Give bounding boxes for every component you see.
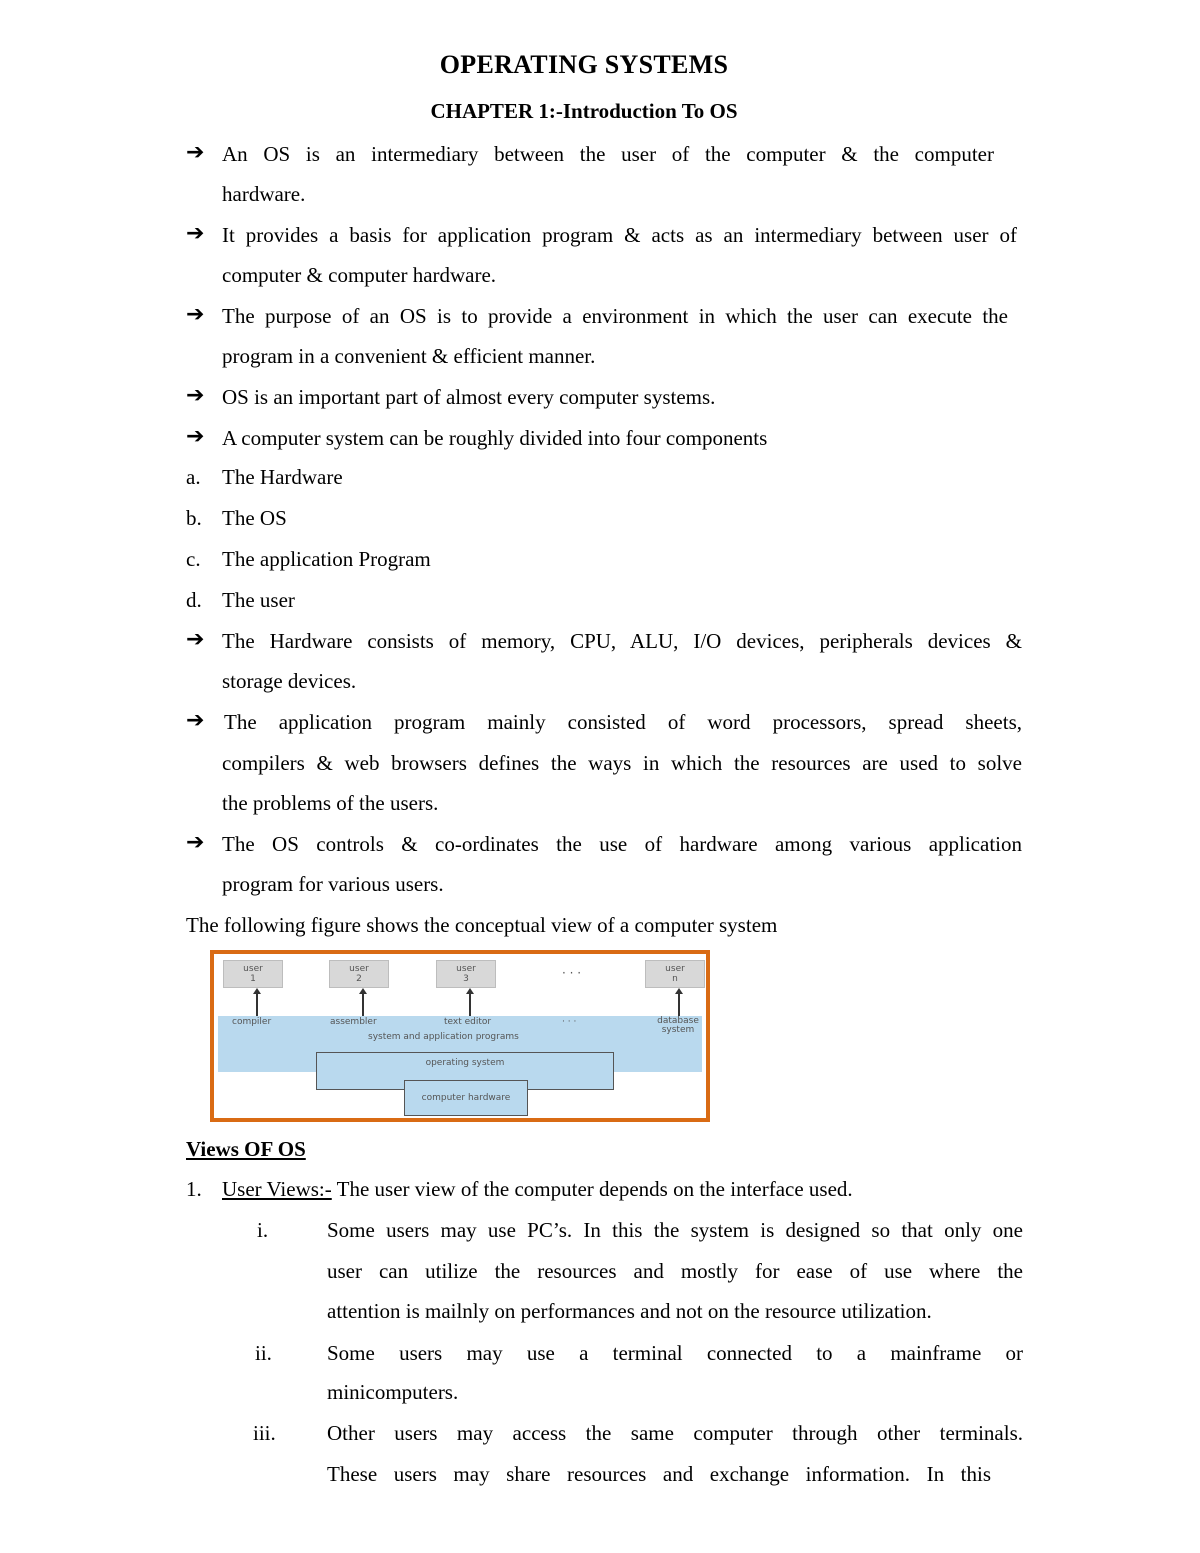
user-number: 1 <box>250 974 256 984</box>
connector-line <box>469 994 471 1016</box>
app-label-database-system: database system <box>657 1016 699 1035</box>
component-marker: b. <box>186 506 202 530</box>
component-item: The application Program <box>222 547 431 571</box>
app-label-assembler: assembler <box>330 1017 377 1027</box>
user-label: user <box>456 964 476 974</box>
figure-caption: The following figure shows the conceptual view of a computer system <box>186 913 778 937</box>
user-box <box>645 960 705 988</box>
user-box <box>436 960 496 988</box>
views-heading: Views OF OS <box>186 1137 306 1161</box>
arrow-bullet-icon: ➔ <box>186 302 205 327</box>
app-label-compiler: compiler <box>232 1017 272 1027</box>
computer-hardware-box <box>404 1080 528 1116</box>
arrow-bullet-icon: ➔ <box>186 830 205 855</box>
user-views-label: User Views:- <box>222 1177 332 1201</box>
subitem-2-line-1: Some users may use a terminal connected to a mainframe or <box>327 1341 1023 1365</box>
subitem-1-line-1: Some users may use PC’s. In this the system is designed so that only one <box>327 1218 1023 1242</box>
connector-line <box>256 994 258 1016</box>
user-label: user <box>349 964 369 974</box>
subitem-2-line-2: minicomputers. <box>327 1380 459 1404</box>
user-number: 3 <box>463 974 469 984</box>
component-marker: c. <box>186 547 201 571</box>
arrow-bullet-icon: ➔ <box>186 424 205 449</box>
user-views-text: The user view of the computer depends on the interface used. <box>331 1177 853 1201</box>
subitem-3-line-2: These users may share resources and exchange information. In this <box>327 1462 991 1486</box>
component-item: The user <box>222 588 295 612</box>
component-item: The Hardware <box>222 465 343 489</box>
hardware-label: computer hardware <box>421 1093 511 1103</box>
user-box <box>223 960 283 988</box>
user-views-line <box>222 1177 853 1201</box>
computer-system-diagram <box>210 950 710 1122</box>
os-label: operating system <box>425 1058 505 1068</box>
bullet-2-line-2: computer & computer hardware. <box>222 263 497 287</box>
arrow-bullet-icon: ➔ <box>186 627 205 652</box>
component-marker: d. <box>186 588 202 612</box>
bullet-3-line-1: The purpose of an OS is to provide a environment in which the user can execute the <box>222 304 1008 328</box>
subitem-3-line-1: Other users may access the same computer through other terminals. <box>327 1421 1023 1445</box>
subitem-marker: i. <box>257 1218 269 1242</box>
chapter-heading: CHAPTER 1:-Introduction To OS <box>430 99 738 123</box>
arrow-bullet-icon: ➔ <box>186 140 205 165</box>
arrow-bullet-icon: ➔ <box>186 221 205 246</box>
view-marker: 1. <box>186 1177 202 1201</box>
user-label: user <box>665 964 685 974</box>
band-label: system and application programs <box>368 1032 519 1042</box>
bullet-3-line-2: program in a convenient & efficient manner. <box>222 344 596 368</box>
component-marker: a. <box>186 465 201 489</box>
app-label-text-editor: text editor <box>444 1017 492 1027</box>
bullet-8-line-1: The OS controls & co-ordinates the use of hardware among various application <box>222 832 1022 856</box>
user-label: user <box>243 964 263 974</box>
document-title: OPERATING SYSTEMS <box>439 50 729 79</box>
subitem-1-line-2: user can utilize the resources and mostly for ease of use where the <box>327 1259 1023 1283</box>
bullet-2-line-1: It provides a basis for application program & acts as an intermediary between user of <box>222 223 1017 247</box>
bullet-1-line-1: An OS is an intermediary between the user of the computer & the computer <box>222 142 994 166</box>
bullet-4-line-1: OS is an important part of almost every computer systems. <box>222 385 716 409</box>
app-label-ellipsis: · · · <box>562 1017 577 1027</box>
diagram-canvas <box>218 958 702 1114</box>
bullet-6-line-2: storage devices. <box>222 669 357 693</box>
bullet-7-line-3: the problems of the users. <box>222 791 439 815</box>
connector-line <box>678 994 680 1016</box>
subitem-1-line-3: attention is mailnly on performances and not on the resource utilization. <box>327 1299 932 1323</box>
user-box <box>329 960 389 988</box>
subitem-marker: iii. <box>253 1421 276 1445</box>
subitem-marker: ii. <box>255 1341 272 1365</box>
user-number: 2 <box>356 974 362 984</box>
bullet-1-line-2: hardware. <box>222 182 306 206</box>
bullet-6-line-1: The Hardware consists of memory, CPU, ALU, I/O devices, peripherals devices & <box>222 629 1022 653</box>
arrow-bullet-icon: ➔ <box>186 708 205 733</box>
users-ellipsis: · · · <box>562 966 582 980</box>
bullet-8-line-2: program for various users. <box>222 872 444 896</box>
bullet-7-line-1: The application program mainly consisted of word processors, spread sheets, <box>224 710 1022 734</box>
bullet-5-line-1: A computer system can be roughly divided into four components <box>222 426 768 450</box>
component-item: The OS <box>222 506 287 530</box>
connector-line <box>362 994 364 1016</box>
arrow-bullet-icon: ➔ <box>186 383 205 408</box>
user-number: n <box>672 974 678 984</box>
bullet-7-line-2: compilers & web browsers defines the ways in which the resources are used to solve <box>222 751 1022 775</box>
